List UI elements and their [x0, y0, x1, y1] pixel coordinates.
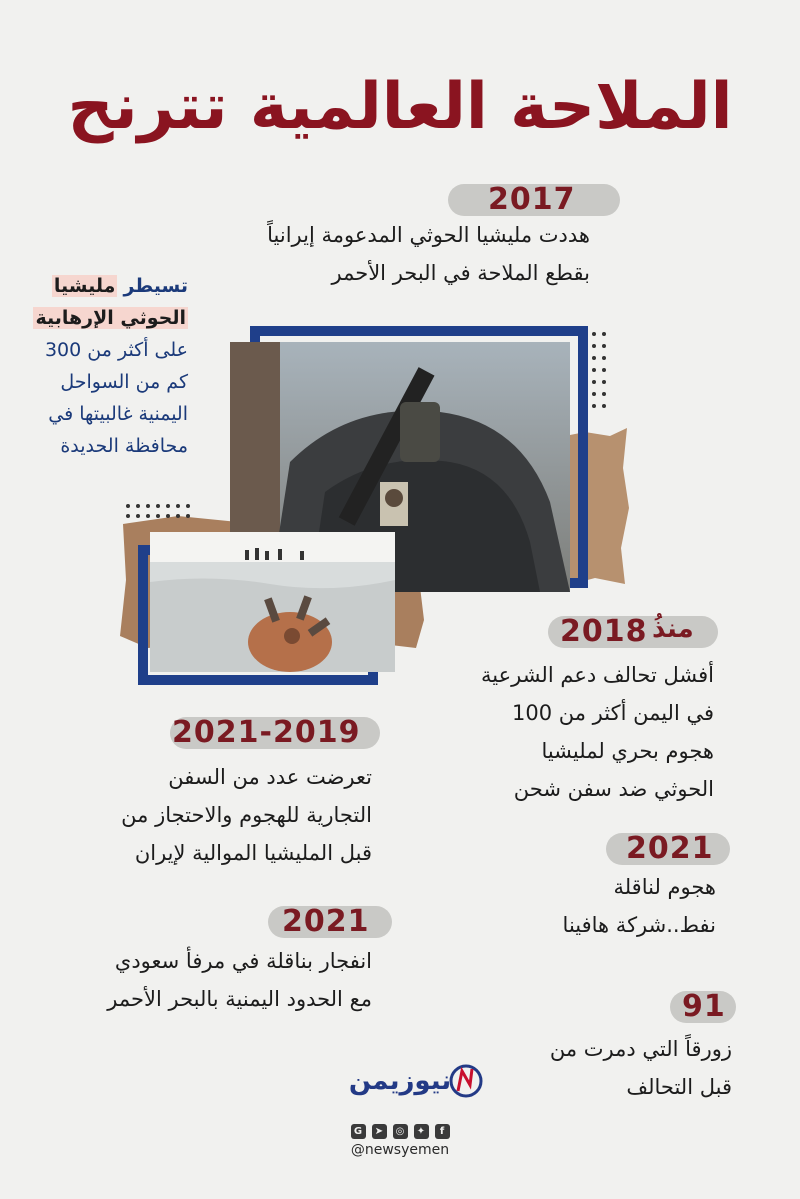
year-label-91: 91 [682, 989, 726, 1024]
year-prefix-2018: منذُ [652, 614, 694, 644]
side-note-subject: مليشيا [53, 275, 116, 297]
event-text-2021-havina [500, 868, 716, 944]
event-text-line: هجوم بحري لمليشيا [541, 739, 714, 763]
year-label-2021-2019: 2021-2019 [172, 715, 361, 750]
event-text-line: الحوثي ضد سفن شحن [513, 777, 714, 801]
event-text-line: انفجار بناقلة في مرفأ سعودي [114, 949, 372, 973]
event-text-2017 [180, 216, 590, 292]
side-note-verb: تسيطر [123, 275, 188, 297]
side-note-line-4: كم من السواحل [60, 371, 188, 393]
side-note-line-1 [12, 270, 188, 302]
event-text-2018 [440, 656, 714, 808]
year-label-2018: 2018 [560, 614, 648, 649]
page-title: الملاحة العالمية تترنح [67, 70, 733, 144]
event-text-2021-saudi [50, 942, 372, 1018]
event-text-line: التجارية للهجوم والاحتجاز من [121, 803, 372, 827]
social-icons-row [349, 1124, 451, 1140]
event-text-line: مع الحدود اليمنية بالبحر الأحمر [107, 987, 372, 1011]
side-note-line-5: اليمنية غالبيتها في [48, 403, 188, 425]
dot-pattern-left [124, 502, 194, 526]
newsyemen-logo-text: نيوزيمن [348, 1066, 452, 1096]
g-icon[interactable]: G [351, 1124, 366, 1139]
event-text-line: في اليمن أكثر من 100 [511, 701, 714, 725]
event-text-line: هددت مليشيا الحوثي المدعومة إيرانياً [267, 223, 590, 247]
dot-pattern-right [590, 330, 610, 410]
side-note-line-6: محافظة الحديدة [60, 435, 188, 457]
sea-mine-photo [150, 532, 395, 672]
side-note [12, 270, 188, 462]
event-text-line: هجوم لناقلة [613, 875, 716, 899]
event-text-line: بقطع الملاحة في البحر الأحمر [331, 261, 590, 285]
event-text-line: تعرضت عدد من السفن [168, 765, 372, 789]
event-text-line: أفشل تحالف دعم الشرعية [480, 663, 714, 687]
twitter-icon[interactable]: ✦ [414, 1124, 429, 1139]
event-text-line: نفط..شركة هافينا [562, 913, 716, 937]
event-text-line: قبل المليشيا الموالية لإيران [134, 841, 372, 865]
year-label-2021-saudi: 2021 [282, 904, 370, 939]
telegram-icon[interactable]: ➤ [372, 1124, 387, 1139]
social-handle[interactable]: @newsyemen [350, 1142, 450, 1158]
facebook-icon[interactable]: f [435, 1124, 450, 1139]
year-label-2017: 2017 [488, 182, 576, 217]
side-note-line-3: على أكثر من 300 [44, 339, 188, 361]
event-text-2021-2019 [60, 758, 372, 872]
instagram-icon[interactable]: ◎ [393, 1124, 408, 1139]
event-text-line: زورقاً التي دمرت من [549, 1037, 732, 1061]
year-label-2021-havina: 2021 [626, 831, 714, 866]
event-text-91 [500, 1030, 732, 1106]
side-note-line-2: الحوثي الإرهابية [35, 307, 186, 329]
event-text-line: قبل التحالف [626, 1075, 732, 1099]
